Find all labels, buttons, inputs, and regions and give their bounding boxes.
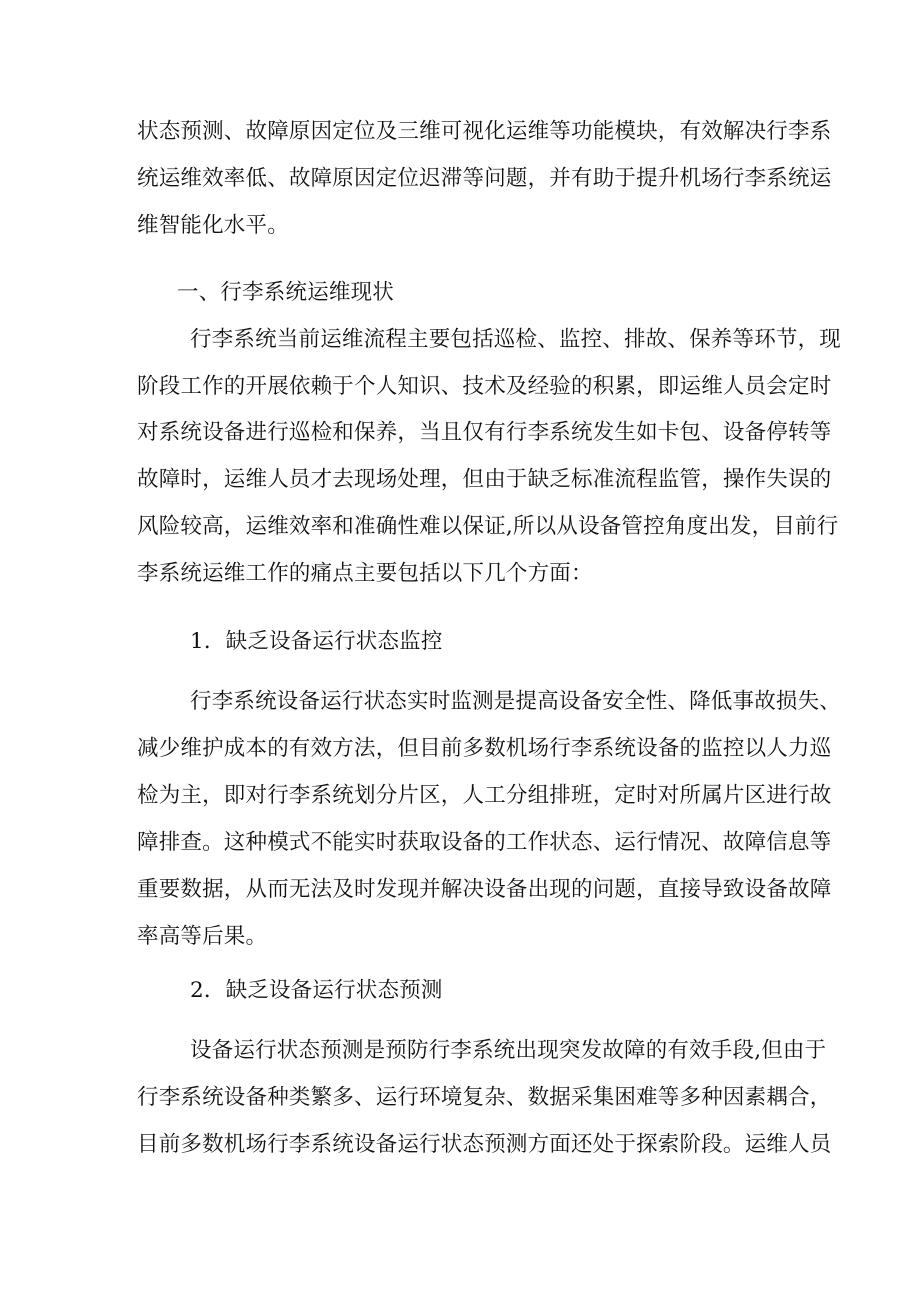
paragraph-line: 风险较高，运维效率和准确性难以保证,所以从设备管控角度出发，目前行 <box>137 514 839 539</box>
paragraph-line: 统运维效率低、故障原因定位迟滞等问题，并有助于提升机场行李系统运 <box>137 166 832 191</box>
paragraph-line: 李系统运维工作的痛点主要包括以下几个方面： <box>137 561 593 586</box>
paragraph-line: 阶段工作的开展依赖于个人知识、技术及经验的积累，即运维人员会定时 <box>137 374 832 399</box>
paragraph-line: 行李系统设备运行状态实时监测是提高设备安全性、降低事故损失、 <box>190 689 842 714</box>
paragraph-line: 重要数据，从而无法及时发现并解决设备出现的问题，直接导致设备故障 <box>137 877 832 902</box>
paragraph-line: 故障时，运维人员才去现场处理，但由于缺乏标准流程监管，操作失误的 <box>137 467 832 492</box>
paragraph-line: 维智能化水平。 <box>137 213 289 238</box>
paragraph-line: 行李系统当前运维流程主要包括巡检、监控、排故、保养等环节，现 <box>190 327 842 352</box>
paragraph-line: 减少维护成本的有效方法，但目前多数机场行李系统设备的监控以人力巡 <box>137 736 832 761</box>
paragraph-line: 率高等后果。 <box>137 924 268 949</box>
paragraph-line: 行李系统设备种类繁多、运行环境复杂、数据采集困难等多种因素耦合， <box>137 1085 832 1110</box>
subsection-heading: 2．缺乏设备运行状态预测 <box>190 978 443 1003</box>
paragraph-line: 状态预测、故障原因定位及三维可视化运维等功能模块，有效解决行李系 <box>137 119 832 144</box>
paragraph-line: 设备运行状态预测是预防行李系统出现突发故障的有效手段,但由于 <box>190 1038 827 1063</box>
paragraph-line: 对系统设备进行巡检和保养，当且仅有行李系统发生如卡包、设备停转等 <box>137 420 832 445</box>
paragraph-line: 目前多数机场行李系统设备运行状态预测方面还处于探索阶段。运维人员 <box>137 1132 832 1157</box>
paragraph-line: 障排查。这种模式不能实时获取设备的工作状态、运行情况、故障信息等 <box>137 830 832 855</box>
section-heading: 一、行李系统运维现状 <box>177 280 395 305</box>
subsection-heading: 1．缺乏设备运行状态监控 <box>190 629 443 654</box>
paragraph-line: 检为主，即对行李系统划分片区，人工分组排班，定时对所属片区进行故 <box>137 783 832 808</box>
